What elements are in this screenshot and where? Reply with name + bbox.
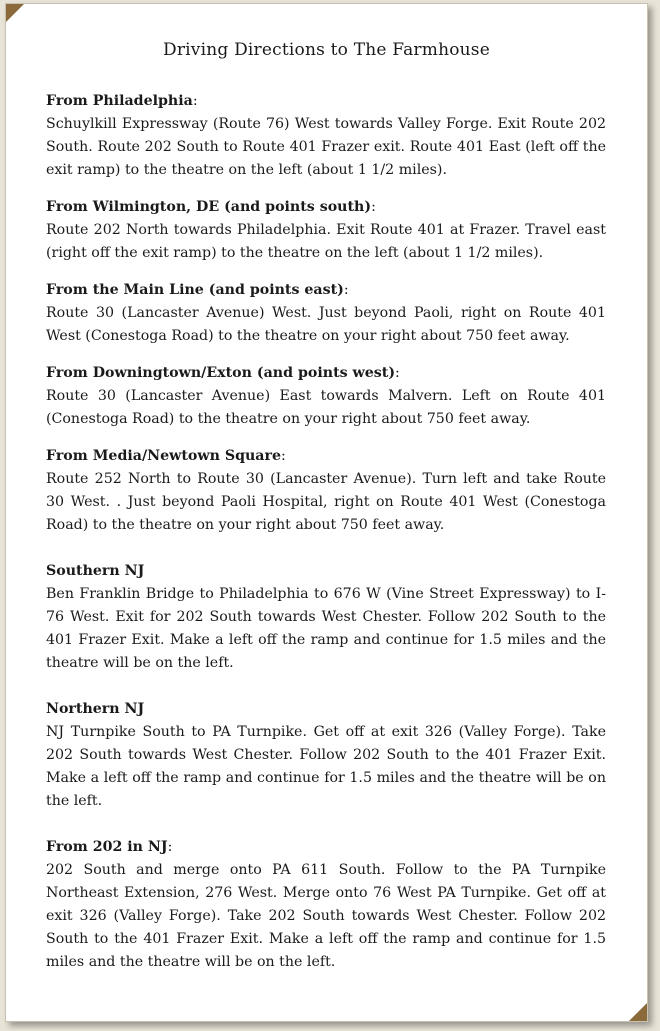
section-heading: From Wilmington, DE (and points south) [46, 199, 372, 215]
section-heading: Northern NJ [46, 701, 145, 717]
section-heading: From Philadelphia [46, 93, 193, 109]
direction-section [46, 90, 606, 182]
section-heading: Southern NJ [46, 563, 145, 579]
direction-section [46, 560, 606, 675]
section-text: Route 30 (Lancaster Avenue) West. Just beyond Paoli, right on Route 401 West (Conestoga Road) to the theatre on your right about 750 feet away. [46, 305, 606, 344]
section-text: Route 202 North towards Philadelphia. Exit Route 401 at Frazer. Travel east (right off the exit ramp) to the theatre on the left (about 1 1/2 miles). [46, 222, 606, 261]
directions-page [5, 3, 648, 1022]
heading-colon: : [395, 365, 400, 381]
section-text: Ben Franklin Bridge to Philadelphia to 676 W (Vine Street Expressway) to I-76 West. Exit for 202 South towards West Chester. Follow 202 South to the 401 Frazer Exit. Make a left off the ramp and continue for 1.5 miles and the theatre will be on the left. [46, 586, 606, 671]
heading-colon: : [281, 448, 286, 464]
direction-section [46, 445, 606, 537]
section-heading: From Downingtown/Exton (and points west) [46, 365, 396, 381]
directions-content [46, 90, 606, 974]
heading-colon: : [192, 93, 198, 109]
section-text: Schuylkill Expressway (Route 76) West towards Valley Forge. Exit Route 202 South. Route 202 South to Route 401 Frazer exit. Route 401 East (left off the exit ramp) to the theatre on the left (about 1 1/2 miles). [46, 116, 606, 178]
heading-colon: : [167, 839, 173, 855]
section-heading: From the Main Line (and points east) [46, 282, 344, 298]
section-heading: From 202 in NJ [46, 839, 168, 855]
direction-section [46, 698, 606, 813]
direction-section [46, 279, 606, 348]
corner-decoration [6, 4, 24, 22]
page-title: Driving Directions to The Farmhouse [163, 40, 490, 60]
section-text: Route 30 (Lancaster Avenue) East towards Malvern. Left on Route 401 (Conestoga Road) to the theatre on your right about 750 feet away. [46, 388, 606, 427]
section-text: Route 252 North to Route 30 (Lancaster Avenue). Turn left and take Route 30 West. . Just beyond Paoli Hospital, right on Route 401 West (Conestoga Road) to the theatre on your right about 750 feet away. [46, 471, 606, 533]
heading-colon: : [343, 282, 349, 298]
corner-decoration [629, 1003, 647, 1021]
heading-colon: : [371, 199, 376, 215]
direction-section [46, 362, 606, 431]
section-heading: From Media/Newtown Square [46, 448, 281, 464]
section-text: NJ Turnpike South to PA Turnpike. Get off at exit 326 (Valley Forge). Take 202 South towards West Chester. Follow 202 South to the 401 Frazer Exit. Make a left off the ramp and continue for 1.5 miles and the theatre will be on the left. [46, 724, 606, 809]
direction-section [46, 836, 606, 974]
section-text: 202 South and merge onto PA 611 South. Follow to the PA Turnpike Northeast Extension, 276 West. Merge onto 76 West PA Turnpike. Get off at exit 326 (Valley Forge). Take 202 South towards West Chester. Follow 202 South to the 401 Frazer Exit. Make a left off the ramp and continue for 1.5 miles and the theatre will be on the left. [46, 862, 606, 970]
direction-section [46, 196, 606, 265]
